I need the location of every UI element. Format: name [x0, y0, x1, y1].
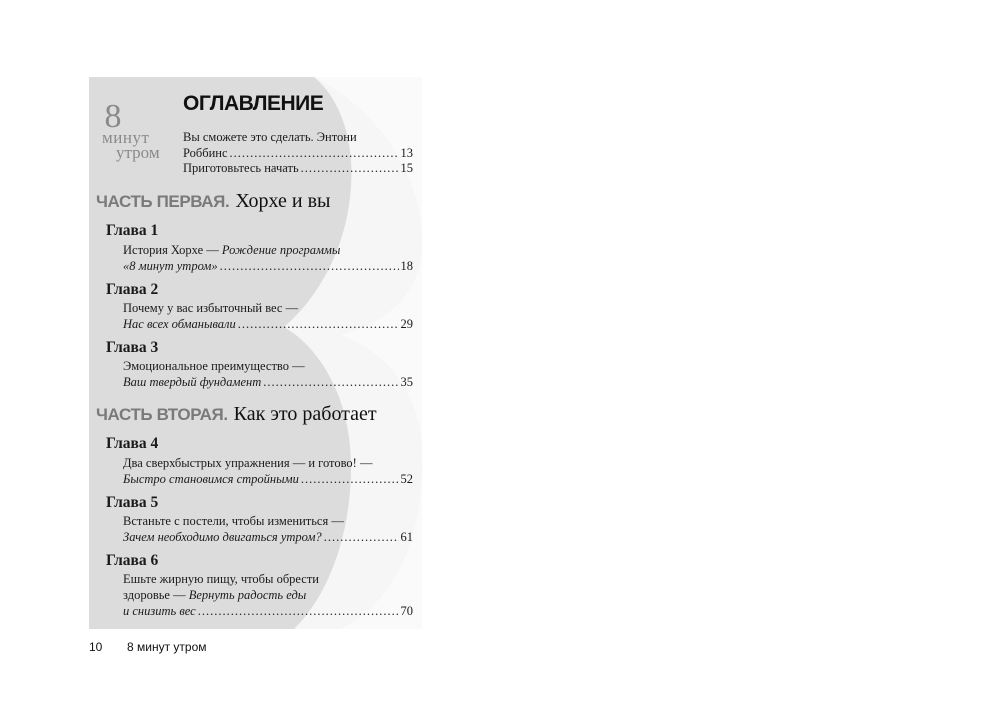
chapter-6-subtitle: Вернуть радость еды [188, 588, 307, 602]
chapter-1-title: История Хорхе — [123, 243, 222, 257]
chapter-2-title: Почему у вас избыточный вес — [123, 301, 299, 315]
intro-entry-2-text: Приготовьтесь начать [183, 161, 299, 175]
part-heading-1 [96, 189, 330, 214]
dot-leader [230, 145, 399, 161]
chapter-6-label: Глава 6 [106, 552, 159, 569]
chapter-5-title: Встаньте с постели, чтобы измениться — [123, 514, 344, 528]
dot-leader [238, 316, 399, 332]
chapter-2-label: Глава 2 [106, 281, 159, 298]
chapter-1-entry[interactable] [123, 242, 413, 274]
chapter-6-page: 70 [400, 604, 413, 618]
dot-leader [324, 529, 399, 545]
intro-entry-2[interactable] [183, 160, 413, 176]
dot-leader [220, 258, 399, 274]
logo-word-utrom: утром [116, 143, 160, 162]
chapter-5-label: Глава 5 [106, 494, 159, 511]
dot-leader [198, 603, 399, 619]
chapter-1-page: 18 [400, 259, 413, 273]
intro-entry-1-page: 13 [400, 146, 413, 160]
chapter-3-title: Эмоциональное преимущество — [123, 359, 305, 373]
dot-leader [301, 160, 399, 176]
chapter-4-title: Два сверхбыстрых упражнения — и готово! — [123, 456, 373, 470]
chapter-1-subtitle-cont: «8 минут утром» [123, 259, 218, 273]
part-label: ЧАСТЬ ПЕРВАЯ. [96, 192, 230, 211]
chapter-6-title-cont: здоровье — [123, 588, 189, 602]
chapter-4-subtitle: Быстро становимся стройными [123, 472, 299, 486]
chapter-5-entry[interactable] [123, 513, 413, 545]
chapter-3-entry[interactable] [123, 358, 413, 390]
chapter-1-label: Глава 1 [106, 222, 159, 239]
intro-entry-2-page: 15 [400, 161, 413, 175]
page-title: ОГЛАВЛЕНИЕ [183, 92, 324, 115]
chapter-2-subtitle: Нас всех обманывали [123, 317, 236, 331]
intro-entry-1[interactable] [183, 129, 413, 161]
logo-word-minut: минут [102, 128, 150, 147]
part-title: Хорхе и вы [235, 190, 331, 212]
chapter-5-subtitle: Зачем необходимо двигаться утром? [123, 530, 322, 544]
chapter-3-page: 35 [400, 375, 413, 389]
logo-number: 8 [104, 98, 122, 135]
chapter-2-entry[interactable] [123, 300, 413, 332]
dot-leader [263, 374, 398, 390]
chapter-4-page: 52 [400, 472, 413, 486]
chapter-4-entry[interactable] [123, 455, 413, 487]
dot-leader [301, 471, 399, 487]
chapter-5-page: 61 [400, 530, 413, 544]
chapter-2-page: 29 [400, 317, 413, 331]
part-title: Как это работает [233, 403, 377, 425]
chapter-6-subtitle-cont: и снизить вес [123, 604, 196, 618]
chapter-6-title: Ешьте жирную пищу, чтобы обрести [123, 572, 319, 586]
running-footer-title: 8 минут утром [127, 640, 207, 654]
page-number: 10 [89, 640, 103, 654]
book-logo [100, 98, 180, 172]
part-label: ЧАСТЬ ВТОРАЯ. [96, 405, 228, 424]
intro-entry-1-line2: Роббинс [183, 146, 228, 160]
part-heading-2 [96, 402, 377, 427]
intro-entry-1-line1: Вы сможете это сделать. Энтони [183, 130, 357, 144]
chapter-1-subtitle: Рождение программы [221, 243, 341, 257]
chapter-6-entry[interactable] [123, 571, 413, 619]
chapter-3-label: Глава 3 [106, 339, 159, 356]
chapter-4-label: Глава 4 [106, 435, 159, 452]
chapter-3-subtitle: Ваш твердый фундамент [123, 375, 262, 389]
